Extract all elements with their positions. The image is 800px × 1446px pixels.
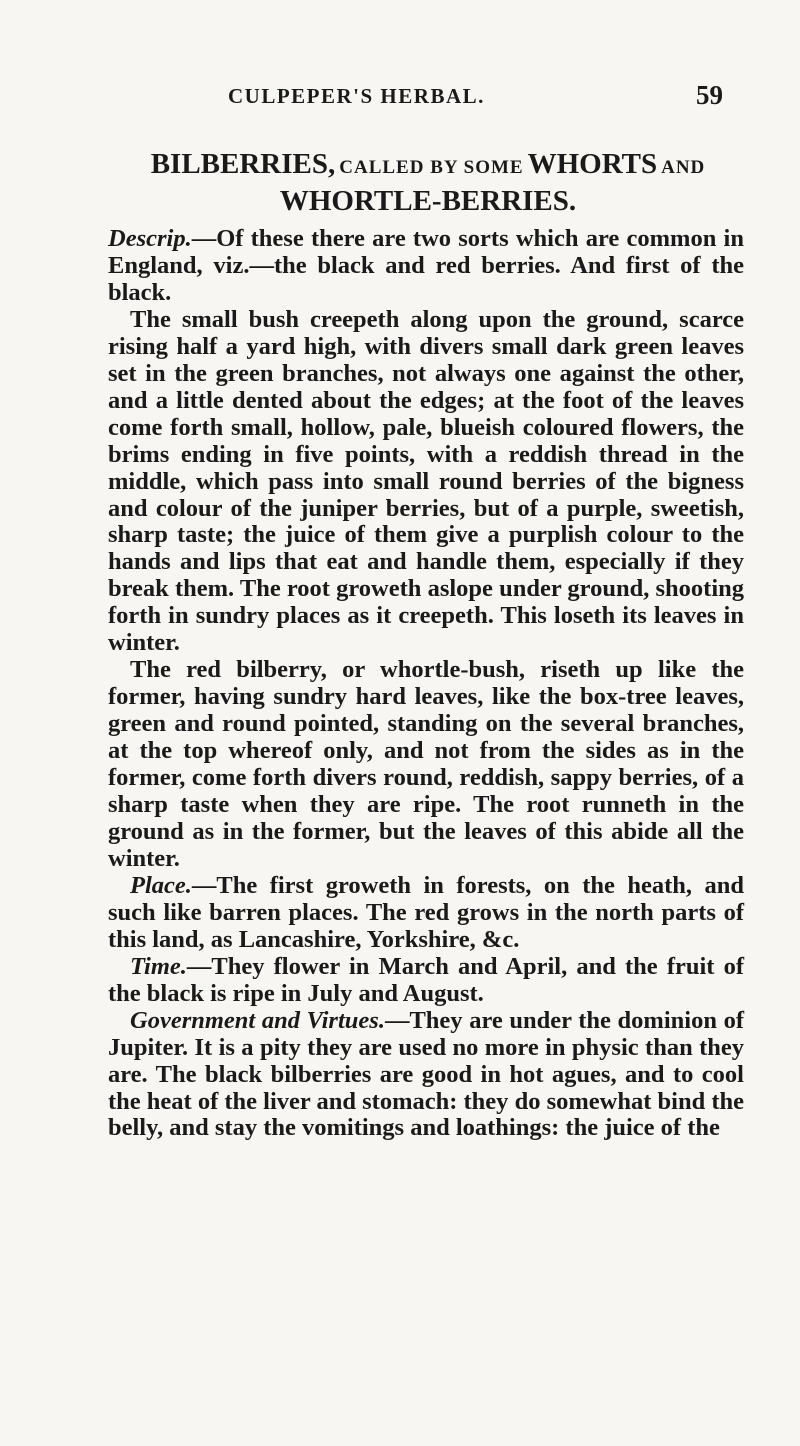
paragraph-red-bilberry: The red bilberry, or whortle-bush, riseth up like the former, having sundry hard leaves, like the box-tree leaves, green and round pointed, standing on the several branches, at the top whereof only, and not from the sides as in the former, come forth divers round, reddish, sappy berries, of a sharp taste when they are ripe. The root runneth in the ground as in the former, but the leaves of this abide all the winter. — [108, 656, 744, 872]
place-text: —The first groweth in forests, on the heath, and such like barren places. The red grows in the north parts of this land, as Lancashire, Yorkshire, &c. — [108, 871, 744, 953]
entry-heading — [108, 148, 748, 217]
section-label-time: Time. — [130, 952, 187, 980]
entry-title-whorts: WHORTS — [527, 148, 658, 180]
entry-title-called-by-some: CALLED BY SOME — [339, 157, 524, 178]
paragraph-place — [108, 873, 744, 954]
running-head — [0, 80, 800, 114]
government-text: —They are under the dominion of Jupiter. It is a pity they are used no more in physic than they are. The black bilberries are good in hot agues, and to cool the heat of the liver and stomach: they do somewhat bind the belly, and stay the vomitings and loathings: the juice of the — [108, 1006, 744, 1142]
paragraph-government — [108, 1008, 744, 1143]
page-number: 59 — [696, 80, 723, 110]
running-title: CULPEPER'S HERBAL. — [228, 84, 485, 108]
entry-heading-line-2: WHORTLE-BERRIES. — [279, 185, 577, 217]
paragraph-time — [108, 954, 744, 1008]
time-text: —They flower in March and April, and the fruit of the black is ripe in July and August. — [108, 952, 744, 1007]
entry-title-bilberries: BILBERRIES, — [150, 148, 336, 180]
section-label-place: Place. — [130, 871, 192, 899]
paragraph-black-bilberry: The small bush creepeth along upon the ground, scarce rising half a yard high, with divers small dark green leaves set in the green branches, not always one against the other, and a little dented about the edges; at the foot of the leaves come forth small, hollow, pale, blueish coloured flowers, the brims ending in five points, with a reddish thread in the middle, which pass into small round berries of the bigness and colour of the juniper berries, but of a purple, sweetish, sharp taste; the juice of them give a purplish colour to the hands and lips that eat and handle them, especially if they break them. The root groweth aslope under ground, shooting forth in sundry places as it creepeth. This loseth its leaves in winter. — [108, 305, 744, 657]
entry-title-and: AND — [661, 157, 706, 178]
entry-body — [108, 226, 744, 1142]
section-label-government: Government and Virtues. — [130, 1006, 385, 1034]
entry-heading-line-1 — [108, 148, 748, 185]
description-text: —Of these there are two sorts which are common in England, viz.—the black and red berries. And first of the black. — [108, 225, 744, 306]
section-label-descrip: Descrip. — [108, 225, 192, 252]
paragraph-description — [108, 226, 744, 307]
